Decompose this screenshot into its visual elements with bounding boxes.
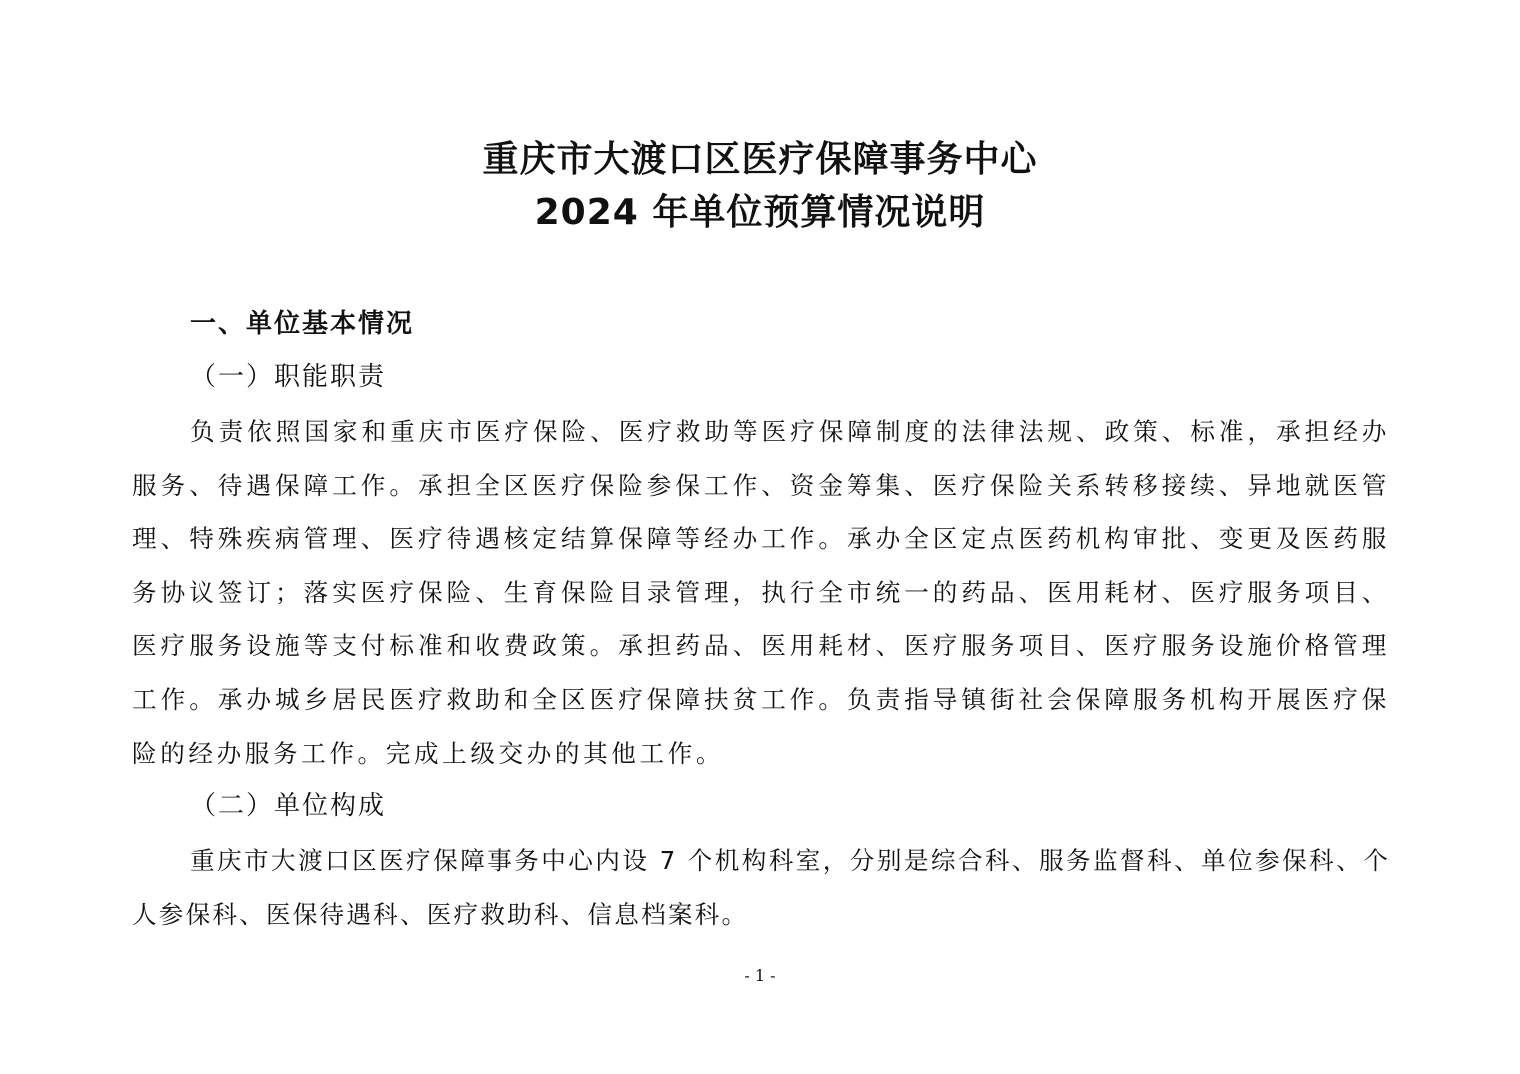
document-title-line2: 2024 年单位预算情况说明 [534, 192, 986, 233]
paragraph-composition: 重庆市大渡口区医疗保障事务中心内设 7 个机构科室，分别是综合科、服务监督科、单位参保科、个人参保科、医保待遇科、医疗救助科、信息档案科。 [132, 846, 1390, 929]
subsection-heading-composition: （二）单位构成 [190, 791, 387, 821]
page-number: - 1 - [744, 966, 776, 985]
paragraph-duties: 负责依照国家和重庆市医疗保险、医疗救助等医疗保障制度的法律法规、政策、标准，承担经办服务、待遇保障工作。承担全区医疗保险参保工作、资金筹集、医疗保险关系转移接续、异地就医管理、特殊疾病管理、医疗待遇核定结算保障等经办工作。承办全区定点医药机构审批、变更及医药服务协议签订；落实医疗保险、生育保险目录管理，执行全市统一的药品、医用耗材、医疗服务项目、医疗服务设施等支付标准和收费政策。承担药品、医用耗材、医疗服务项目、医疗服务设施价格管理工作。承办城乡居民医疗救助和全区医疗保障扶贫工作。负责指导镇街社会保障服务机构开展医疗保险的经办服务工作。完成上级交办的其他工作。 [132, 417, 1390, 768]
document-title-line1: 重庆市大渡口区医疗保障事务中心 [482, 139, 1038, 180]
subsection-heading-duties: （一）职能职责 [190, 362, 387, 392]
section-heading-basic-info: 一、单位基本情况 [190, 309, 415, 339]
